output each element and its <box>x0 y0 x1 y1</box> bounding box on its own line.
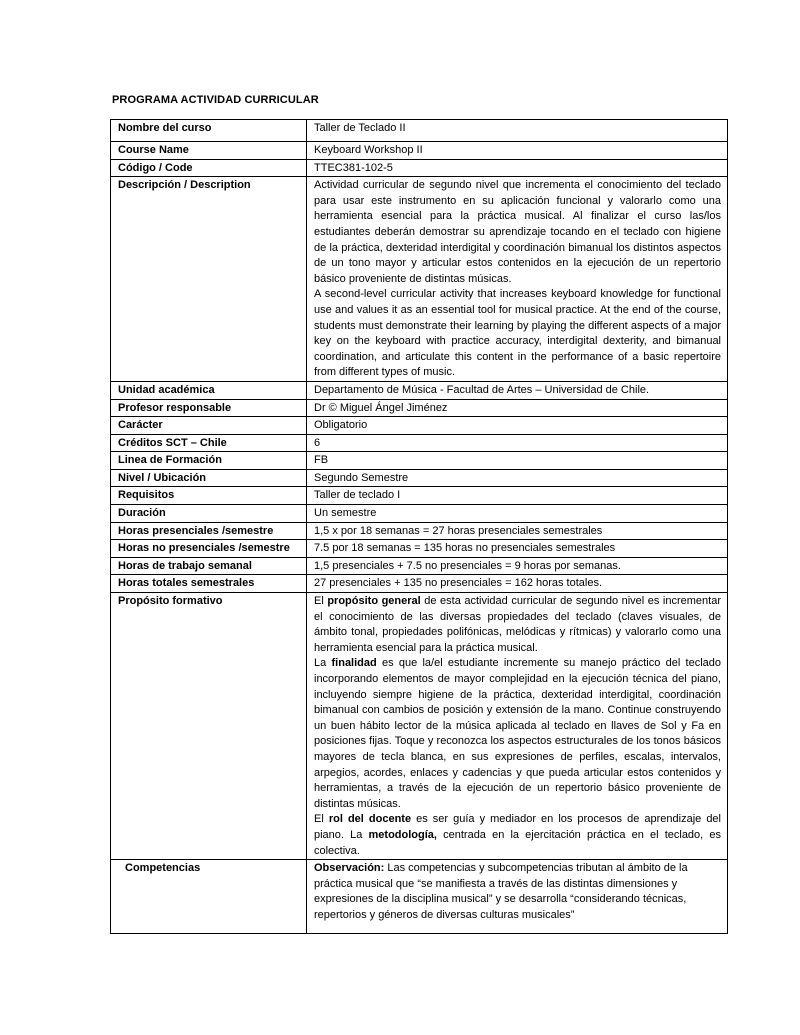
table-row <box>111 540 728 558</box>
table-row <box>111 505 728 523</box>
table-row <box>111 487 728 505</box>
row-label: Profesor responsable <box>111 399 307 417</box>
table-row <box>111 557 728 575</box>
row-label: Horas de trabajo semanal <box>111 557 307 575</box>
table-row <box>111 452 728 470</box>
description-cell <box>307 177 728 382</box>
row-value: 27 presenciales + 135 no presenciales = 162 horas totales. <box>307 575 728 593</box>
bold-term: metodología, <box>368 828 437 841</box>
row-value: 1,5 x por 18 semanas = 27 horas presenciales semestrales <box>307 522 728 540</box>
table-row <box>111 159 728 177</box>
row-label: Código / Code <box>111 159 307 177</box>
row-label: Créditos SCT – Chile <box>111 434 307 452</box>
table-row <box>111 417 728 435</box>
row-label: Carácter <box>111 417 307 435</box>
row-value: TTEC381-102-5 <box>307 159 728 177</box>
row-value: Obligatorio <box>307 417 728 435</box>
text-run: El <box>314 813 329 826</box>
row-label: Nombre del curso <box>111 120 307 142</box>
bold-term: rol del docente <box>328 813 412 826</box>
row-label: Descripción / Description <box>111 177 307 382</box>
row-label: Propósito formativo <box>111 593 307 860</box>
row-value: Departamento de Música - Facultad de Artes – Universidad de Chile. <box>307 381 728 399</box>
description-en: A second-level curricular activity that increases keyboard knowledge for functional use and values it as an essential tool for musical practice. At the end of the course, students must demonstrate their learning by playing the different aspects of a major key on the keyboard with practice accuracy, interdigital dexterity, and bimanual coordination, and articulate this content in the performance of a basic repertoire from different types of music. <box>314 288 721 379</box>
row-label: Nivel / Ubicación <box>111 469 307 487</box>
row-label: Competencias <box>111 860 307 934</box>
description-es: Actividad curricular de segundo nivel que incrementa el conocimiento del teclado para usar este instrumento en su aplicación funcional y valorarlo como una herramienta esencial para la práctica musical. Al finalizar el curso las/los estudiantes deberán demostrar su aprendizaje tocando en el teclado con higiene de la práctica, dexteridad interdigital y coordinación bimanual los distintos aspectos de un tono mayor y articular estos contenidos en la ejecución de un repertorio básico proveniente de distintas músicas. <box>314 179 721 285</box>
row-value: Dr © Miguel Ángel Jiménez <box>307 399 728 417</box>
row-label: Linea de Formación <box>111 452 307 470</box>
row-value: Taller de teclado I <box>307 487 728 505</box>
row-label: Horas presenciales /semestre <box>111 522 307 540</box>
row-label: Duración <box>111 505 307 523</box>
row-value: Un semestre <box>307 505 728 523</box>
competencias-cell <box>307 860 728 934</box>
table-row <box>111 469 728 487</box>
bold-term: Observación: <box>314 862 385 875</box>
row-value: 6 <box>307 434 728 452</box>
row-value: Keyboard Workshop II <box>307 142 728 160</box>
table-row <box>111 860 728 934</box>
table-row <box>111 142 728 160</box>
text-run: es que la/el estudiante incremente su manejo práctico del teclado incorporando elementos de mayor complejidad en la ejecución técnica del piano, incluyendo siempre higiene de la práctica, dexteridad interdigital, coordinación bimanual con cambios de posición y extensión de la mano. Continue construyendo un buen hábito lector de la música aplicada al teclado en llaves de Sol y Fa en posiciones fijas. Toque y reconozca los aspectos estructurales de los tonos básicos mayores de tecla blanca, en sus expresiones de perfiles, escalas, intervalos, arpegios, acordes, enlaces y cadencias y que pueda articular estos contenidos y herramientas, a través de la ejecución de un repertorio básico proveniente de distintas músicas. <box>314 657 722 810</box>
row-value: Segundo Semestre <box>307 469 728 487</box>
text-run: de esta actividad curricular de segundo nivel es incrementar el conocimiento de las diversas propiedades del teclado (claves visuales, de ámbito tonal, propiedades polifónicas, melódicas y rítmicas) y valorarlo como una herramienta esencial para la práctica musical. <box>314 595 722 654</box>
program-table <box>110 119 728 934</box>
table-row <box>111 120 728 142</box>
table-row <box>111 381 728 399</box>
proposito-paragraph-3 <box>314 812 721 859</box>
document-heading: PROGRAMA ACTIVIDAD CURRICULAR <box>112 94 319 106</box>
table-row <box>111 177 728 382</box>
table-row <box>111 575 728 593</box>
row-value: Taller de Teclado II <box>307 120 728 142</box>
proposito-cell <box>307 593 728 860</box>
row-value: 1,5 presenciales + 7.5 no presenciales = 9 horas por semanas. <box>307 557 728 575</box>
row-label: Horas totales semestrales <box>111 575 307 593</box>
row-label: Requisitos <box>111 487 307 505</box>
row-value: 7.5 por 18 semanas = 135 horas no presenciales semestrales <box>307 540 728 558</box>
row-label: Horas no presenciales /semestre <box>111 540 307 558</box>
text-run: El <box>314 595 328 608</box>
text-run: centrada en la ejercitación práctica en el teclado, es colectiva. <box>314 828 721 857</box>
table-row <box>111 434 728 452</box>
text-run: La <box>314 657 332 670</box>
proposito-paragraph-2 <box>314 656 721 812</box>
table-row <box>111 522 728 540</box>
text-run: Las competencias y subcompetencias tributan al ámbito de la práctica musical que “se manifiesta a través de las distintas dimensiones y expresiones de la disciplina musical” y se desarrolla “considerando técnicas, repertorios y géneros de diversas culturas musicales” <box>314 862 688 921</box>
bold-term: finalidad <box>331 657 377 670</box>
bold-term: propósito general <box>327 595 421 608</box>
table-row <box>111 593 728 860</box>
table-row <box>111 399 728 417</box>
row-value: FB <box>307 452 728 470</box>
proposito-paragraph-1 <box>314 594 721 656</box>
row-label: Unidad académica <box>111 381 307 399</box>
row-label: Course Name <box>111 142 307 160</box>
text-run: es ser guía y mediador en los procesos de aprendizaje del piano. La <box>314 813 721 841</box>
